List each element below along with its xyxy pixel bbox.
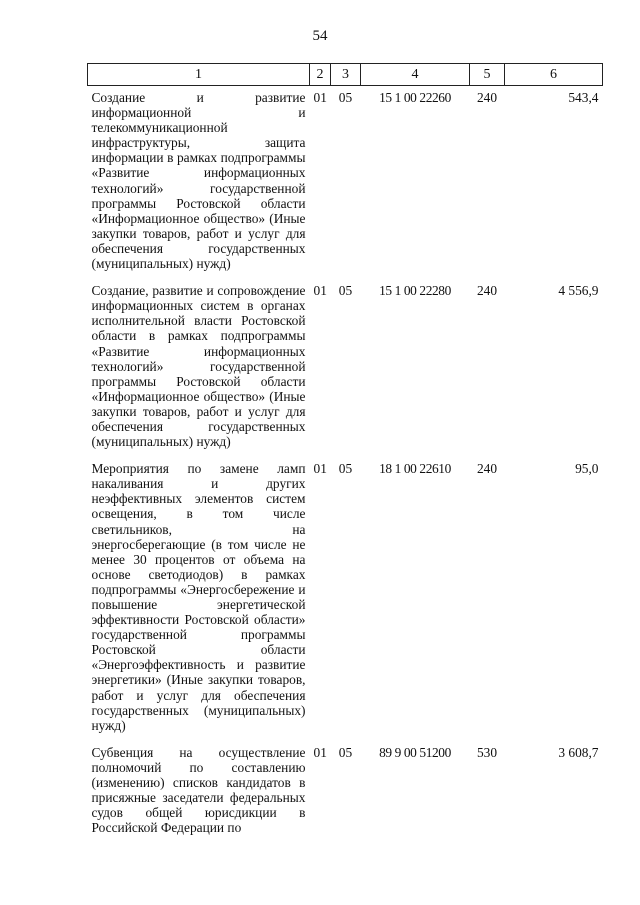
header-col-1: 1 xyxy=(88,64,310,86)
row-expense-type-code: 240 xyxy=(476,461,498,477)
table-row xyxy=(88,279,603,457)
row-description: Создание и развитие информационной и телекоммуникационной инфраструктуры, защита информации в рамках подпрограммы «Развитие информационных технологий» государственной программы Ростовской области «Информационное общество» (Иные закупки товаров, работ и услуг для обеспечения государственных (муниципальных) нужд) xyxy=(91,90,306,272)
header-col-6: 6 xyxy=(505,64,603,86)
header-col-2: 2 xyxy=(310,64,331,86)
row-section-code: 01 xyxy=(313,744,327,760)
row-target-article-code: 15 1 00 22260 xyxy=(379,90,451,105)
row-amount: 3 608,7 xyxy=(558,744,599,760)
row-expense-type-code: 240 xyxy=(476,283,498,299)
row-amount: 95,0 xyxy=(575,461,599,477)
row-subsection-code: 05 xyxy=(338,461,353,477)
budget-table xyxy=(87,63,603,843)
row-amount: 4 556,9 xyxy=(558,283,599,299)
row-expense-type-code: 240 xyxy=(476,90,498,105)
row-section-code: 01 xyxy=(313,283,327,299)
row-expense-type-code: 530 xyxy=(476,744,498,760)
row-target-article-code: 15 1 00 22280 xyxy=(379,283,451,299)
page-number: 54 xyxy=(312,28,328,44)
row-description: Субвенция на осуществление полномочий по составлению (изменению) списков кандидатов в присяжные заседатели федеральных судов общей юрисдикции в Российской Федерации по xyxy=(91,744,306,836)
row-section-code: 01 xyxy=(313,90,327,105)
header-col-4: 4 xyxy=(361,64,470,86)
row-description: Создание, развитие и сопровождение информационных систем в органах исполнительной власти Ростовской области в рамках подпрограммы «Развитие информационных технологий» государственной программы Ростовской области «Информационное общество» (Иные закупки товаров, работ и услуг для обеспечения государственных (муниципальных) нужд) xyxy=(91,283,306,450)
row-amount: 543,4 xyxy=(568,90,599,105)
table-header-row xyxy=(88,64,603,86)
row-target-article-code: 89 9 00 51200 xyxy=(379,744,451,760)
row-section-code: 01 xyxy=(313,461,327,477)
header-col-5: 5 xyxy=(470,64,505,86)
row-subsection-code: 05 xyxy=(338,283,353,299)
row-subsection-code: 05 xyxy=(338,90,353,105)
header-col-3: 3 xyxy=(331,64,361,86)
row-target-article-code: 18 1 00 22610 xyxy=(379,461,451,477)
table-row xyxy=(88,741,603,844)
row-subsection-code: 05 xyxy=(338,744,353,760)
row-description: Мероприятия по замене ламп накаливания и других неэффективных элементов систем освещения, в том числе светильников, на энергосберегающие (в том числе не менее 30 процентов от объема на основе светодиодов) в рамках подпрограммы «Энергосбережение и повышение энергетической эффективности Ростовской области» государственной программы Ростовской области «Энергоэффективность и развитие энергетики» (Иные закупки товаров, работ и услуг для обеспечения государственных (муниципальных) нужд) xyxy=(91,461,306,733)
table-row xyxy=(88,457,603,741)
table-row xyxy=(88,86,603,280)
